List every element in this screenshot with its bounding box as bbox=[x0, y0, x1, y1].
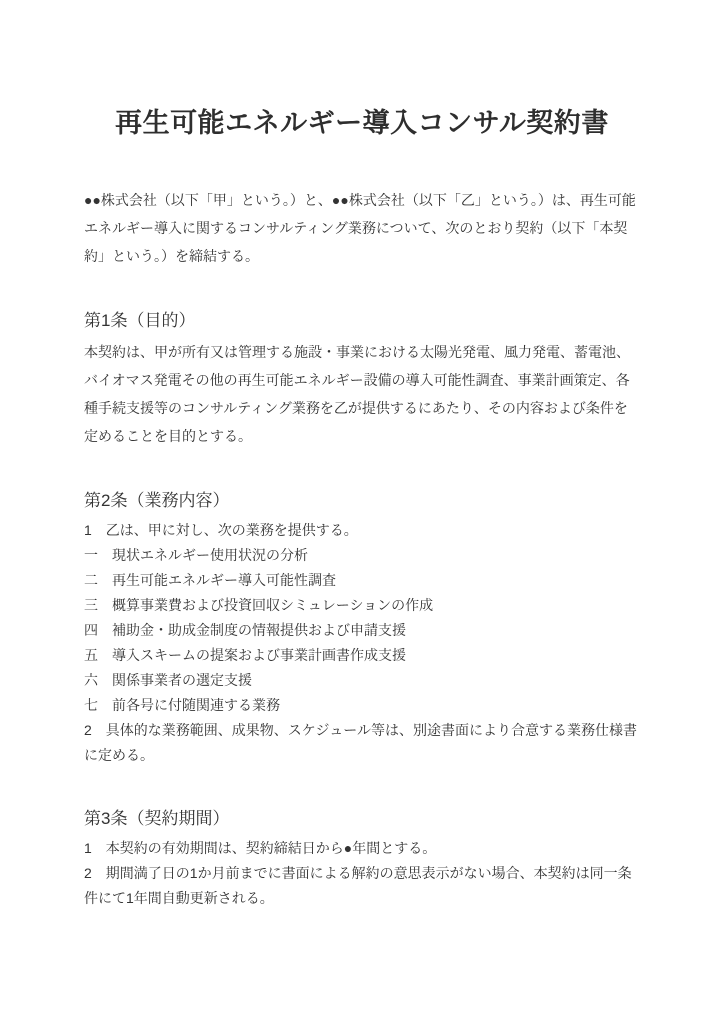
clause: 七 前各号に付随関連する業務 bbox=[84, 697, 280, 713]
article-heading: 第2条（業務内容） bbox=[84, 491, 230, 510]
preamble-paragraph: ●●株式会社（以下「甲」という。）と、●●株式会社（以下「乙」という。）は、再生可能エネルギー導入に関するコンサルティング業務について、次のとおり契約（以下「本契約」という。）を締結する。 bbox=[84, 192, 636, 264]
document-title: 再生可能エネルギー導入コンサル契約書 bbox=[115, 108, 609, 138]
clause: 六 関係事業者の選定支援 bbox=[84, 672, 252, 688]
clause: 一 現状エネルギー使用状況の分析 bbox=[84, 547, 308, 563]
clause: 三 概算事業費および投資回収シミュレーションの作成 bbox=[84, 597, 434, 613]
article-1 bbox=[84, 308, 640, 450]
article-heading: 第3条（契約期間） bbox=[84, 809, 230, 828]
clause: 2 期間満了日の1か月前までに書面による解約の意思表示がない場合、本契約は同一条件にて1年間自動更新される。 bbox=[84, 865, 632, 906]
article-2 bbox=[84, 488, 640, 768]
article-3 bbox=[84, 806, 640, 911]
clause: 二 再生可能エネルギー導入可能性調査 bbox=[84, 572, 336, 588]
article-body bbox=[84, 338, 640, 450]
clause: 2 具体的な業務範囲、成果物、スケジュール等は、別途書面により合意する業務仕様書に定める。 bbox=[84, 722, 637, 763]
clause: 五 導入スキームの提案および事業計画書作成支援 bbox=[84, 647, 406, 663]
clause: 1 乙は、甲に対し、次の業務を提供する。 bbox=[84, 522, 358, 538]
article-body bbox=[84, 518, 640, 768]
clause: 四 補助金・助成金制度の情報提供および申請支援 bbox=[84, 622, 406, 638]
clause: 本契約は、甲が所有又は管理する施設・事業における太陽光発電、風力発電、蓄電池、バイオマス発電その他の再生可能エネルギー設備の導入可能性調査、事業計画策定、各種手続支援等のコンサルティング業務を乙が提供するにあたり、その内容および条件を定めることを目的とする。 bbox=[84, 344, 630, 444]
clause: 1 本契約の有効期間は、契約締結日から●年間とする。 bbox=[84, 840, 437, 856]
articles-section bbox=[84, 308, 640, 911]
article-heading: 第1条（目的） bbox=[84, 311, 196, 330]
article-body bbox=[84, 836, 640, 911]
